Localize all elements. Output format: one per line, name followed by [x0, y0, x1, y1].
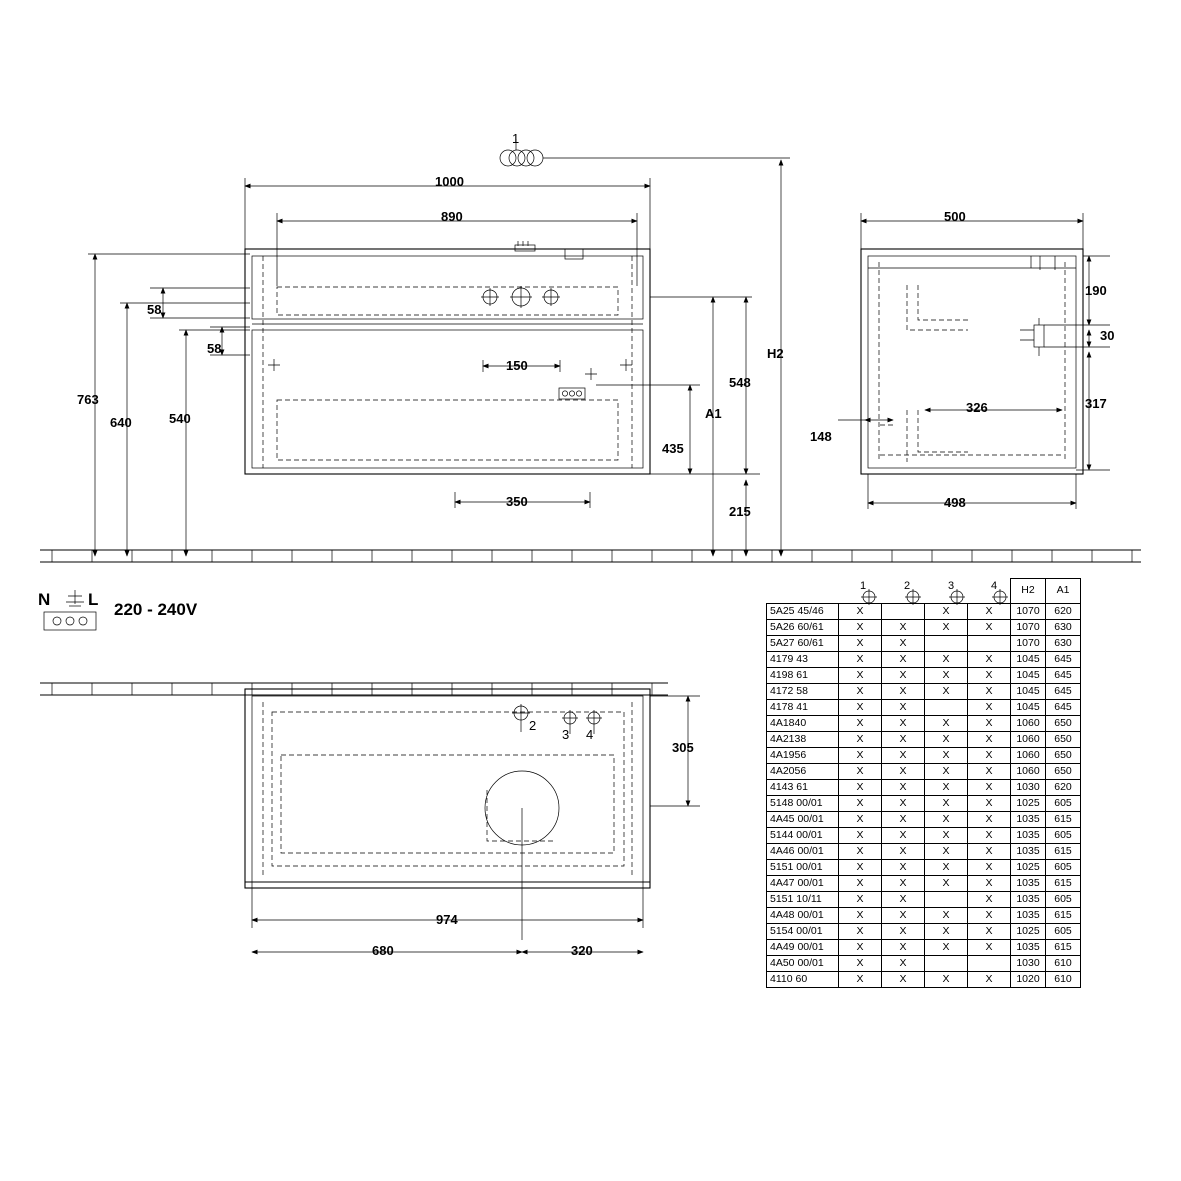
row-model-name: 5A27 60/61: [767, 635, 839, 651]
row-model-name: 4198 61: [767, 667, 839, 683]
row-col-1: X: [839, 651, 882, 667]
row-col-4: X: [968, 907, 1011, 923]
row-col-1: X: [839, 731, 882, 747]
table-row: [767, 843, 1081, 859]
row-col-4: X: [968, 891, 1011, 907]
row-model-name: 4179 43: [767, 651, 839, 667]
row-col-2: X: [882, 811, 925, 827]
table-body: [767, 603, 1081, 987]
row-col-3: X: [925, 843, 968, 859]
label-dim-215: 215: [729, 504, 751, 519]
label-callout-4: 4: [586, 727, 594, 742]
row-h2: 1030: [1011, 955, 1046, 971]
row-col-3: X: [925, 923, 968, 939]
row-a1: 615: [1046, 939, 1081, 955]
row-col-4: X: [968, 939, 1011, 955]
row-col-4: X: [968, 875, 1011, 891]
row-col-4: X: [968, 795, 1011, 811]
row-model-name: 4A50 00/01: [767, 955, 839, 971]
row-col-2: X: [882, 939, 925, 955]
dim-500: [861, 213, 1083, 249]
table-icon-index-2: 2: [904, 580, 911, 592]
row-col-1: X: [839, 955, 882, 971]
table-row: [767, 699, 1081, 715]
row-a1: 610: [1046, 971, 1081, 987]
row-col-2: X: [882, 891, 925, 907]
table-row: [767, 859, 1081, 875]
label-dim-58-b: 58: [207, 341, 222, 356]
row-col-2: X: [882, 763, 925, 779]
row-model-name: 5A26 60/61: [767, 619, 839, 635]
row-col-3: X: [925, 667, 968, 683]
table-row: [767, 907, 1081, 923]
label-dim-763: 763: [77, 392, 99, 407]
row-col-4: X: [968, 731, 1011, 747]
callout-1-symbol: [500, 139, 790, 166]
row-h2: 1045: [1011, 683, 1046, 699]
row-col-1: X: [839, 827, 882, 843]
table-row: [767, 667, 1081, 683]
row-col-3: [925, 955, 968, 971]
table-row: [767, 619, 1081, 635]
row-a1: 620: [1046, 603, 1081, 619]
row-a1: 645: [1046, 667, 1081, 683]
label-callout-2: 2: [529, 718, 537, 733]
table-row: [767, 923, 1081, 939]
row-col-3: X: [925, 651, 968, 667]
row-model-name: 4A46 00/01: [767, 843, 839, 859]
table-icon-index-4: 4: [991, 580, 998, 592]
row-col-2: X: [882, 779, 925, 795]
row-col-3: X: [925, 747, 968, 763]
label-dim-435: 435: [662, 441, 684, 456]
row-col-1: X: [839, 923, 882, 939]
row-h2: 1035: [1011, 907, 1046, 923]
row-model-name: 4A2056: [767, 763, 839, 779]
row-col-4: X: [968, 971, 1011, 987]
row-col-2: X: [882, 731, 925, 747]
row-col-3: X: [925, 683, 968, 699]
table-row: [767, 683, 1081, 699]
dim-763: [88, 254, 250, 556]
row-h2: 1035: [1011, 843, 1046, 859]
row-h2: 1070: [1011, 635, 1046, 651]
table-row: [767, 651, 1081, 667]
row-h2: 1035: [1011, 939, 1046, 955]
row-h2: 1070: [1011, 619, 1046, 635]
row-col-3: X: [925, 811, 968, 827]
row-h2: 1035: [1011, 875, 1046, 891]
row-a1: 645: [1046, 699, 1081, 715]
label-dim-548: 548: [729, 375, 751, 390]
row-model-name: 5151 00/01: [767, 859, 839, 875]
row-col-2: X: [882, 651, 925, 667]
row-model-name: 4110 60: [767, 971, 839, 987]
row-col-3: X: [925, 731, 968, 747]
label-callout-1: 1: [512, 131, 520, 146]
row-h2: 1025: [1011, 923, 1046, 939]
product-spec-table: [766, 578, 1081, 988]
label-dim-305: 305: [672, 740, 694, 755]
row-h2: 1025: [1011, 859, 1046, 875]
row-col-1: X: [839, 715, 882, 731]
row-a1: 650: [1046, 731, 1081, 747]
label-dim-30: 30: [1100, 328, 1115, 343]
row-h2: 1060: [1011, 763, 1046, 779]
row-h2: 1060: [1011, 715, 1046, 731]
row-col-4: X: [968, 859, 1011, 875]
table-row: [767, 635, 1081, 651]
row-col-4: X: [968, 811, 1011, 827]
row-col-2: X: [882, 683, 925, 699]
row-col-4: [968, 955, 1011, 971]
row-col-3: [925, 699, 968, 715]
label-live: L: [88, 590, 99, 609]
row-col-1: X: [839, 619, 882, 635]
table-icon-index-3: 3: [948, 580, 955, 592]
label-dim-320: 320: [571, 943, 593, 958]
row-col-2: X: [882, 699, 925, 715]
row-col-3: X: [925, 939, 968, 955]
row-col-3: X: [925, 795, 968, 811]
row-col-1: X: [839, 875, 882, 891]
row-col-2: X: [882, 875, 925, 891]
label-h2: H2: [767, 346, 784, 361]
row-h2: 1020: [1011, 971, 1046, 987]
row-col-2: [882, 603, 925, 619]
row-col-4: X: [968, 699, 1011, 715]
row-h2: 1045: [1011, 667, 1046, 683]
row-a1: 605: [1046, 891, 1081, 907]
row-col-2: X: [882, 859, 925, 875]
row-col-3: X: [925, 859, 968, 875]
row-col-3: X: [925, 763, 968, 779]
row-model-name: 4A1956: [767, 747, 839, 763]
front-connector-symbols: [268, 286, 632, 399]
label-dim-58-a: 58: [147, 302, 162, 317]
row-col-4: X: [968, 843, 1011, 859]
label-dim-317: 317: [1085, 396, 1107, 411]
row-a1: 645: [1046, 683, 1081, 699]
label-neutral: N: [38, 590, 51, 609]
row-h2: 1070: [1011, 603, 1046, 619]
row-model-name: 4178 41: [767, 699, 839, 715]
col-header-a1: A1: [1046, 579, 1081, 604]
row-col-4: X: [968, 779, 1011, 795]
label-dim-190: 190: [1085, 283, 1107, 298]
row-a1: 605: [1046, 923, 1081, 939]
row-h2: 1035: [1011, 827, 1046, 843]
row-col-4: X: [968, 715, 1011, 731]
row-a1: 610: [1046, 955, 1081, 971]
row-col-3: X: [925, 907, 968, 923]
row-a1: 605: [1046, 827, 1081, 843]
label-dim-326: 326: [966, 400, 988, 415]
row-col-2: X: [882, 971, 925, 987]
row-col-2: X: [882, 747, 925, 763]
row-a1: 615: [1046, 843, 1081, 859]
row-h2: 1035: [1011, 891, 1046, 907]
table-row: [767, 747, 1081, 763]
row-a1: 605: [1046, 859, 1081, 875]
row-col-1: X: [839, 699, 882, 715]
row-col-3: X: [925, 779, 968, 795]
label-dim-500: 500: [944, 209, 966, 224]
row-model-name: 5144 00/01: [767, 827, 839, 843]
table-row: [767, 811, 1081, 827]
label-a1: A1: [705, 406, 722, 421]
row-a1: 605: [1046, 795, 1081, 811]
row-model-name: 4143 61: [767, 779, 839, 795]
label-dim-150: 150: [506, 358, 528, 373]
row-col-1: X: [839, 603, 882, 619]
row-model-name: 5148 00/01: [767, 795, 839, 811]
row-col-3: X: [925, 715, 968, 731]
row-col-4: X: [968, 651, 1011, 667]
row-h2: 1025: [1011, 795, 1046, 811]
table-row: [767, 955, 1081, 971]
row-col-1: X: [839, 907, 882, 923]
row-a1: 630: [1046, 619, 1081, 635]
row-model-name: 4A49 00/01: [767, 939, 839, 955]
dim-317: [1076, 352, 1110, 470]
row-col-1: X: [839, 971, 882, 987]
row-col-4: X: [968, 619, 1011, 635]
row-col-1: X: [839, 795, 882, 811]
row-col-1: X: [839, 891, 882, 907]
row-col-4: X: [968, 747, 1011, 763]
row-col-1: X: [839, 779, 882, 795]
row-col-2: X: [882, 955, 925, 971]
row-a1: 645: [1046, 651, 1081, 667]
row-col-2: X: [882, 907, 925, 923]
row-col-1: X: [839, 859, 882, 875]
row-col-1: X: [839, 667, 882, 683]
row-h2: 1060: [1011, 731, 1046, 747]
row-col-3: X: [925, 971, 968, 987]
table-row: [767, 891, 1081, 907]
label-callout-3: 3: [562, 727, 570, 742]
row-a1: 650: [1046, 747, 1081, 763]
label-dim-350: 350: [506, 494, 528, 509]
row-col-2: X: [882, 715, 925, 731]
row-col-4: X: [968, 923, 1011, 939]
table-row: [767, 731, 1081, 747]
row-a1: 650: [1046, 715, 1081, 731]
row-col-4: [968, 635, 1011, 651]
dim-498: [868, 474, 1076, 509]
label-dim-890: 890: [441, 209, 463, 224]
table-header-row: [767, 579, 1081, 604]
row-a1: 615: [1046, 907, 1081, 923]
row-h2: 1060: [1011, 747, 1046, 763]
row-col-1: X: [839, 939, 882, 955]
floor-line-top: [40, 550, 1141, 562]
label-dim-148: 148: [810, 429, 832, 444]
label-voltage: 220 - 240V: [114, 600, 198, 619]
label-dim-974: 974: [436, 912, 458, 927]
row-col-1: X: [839, 635, 882, 651]
row-col-2: X: [882, 843, 925, 859]
table-icon-index-1: 1: [860, 580, 867, 592]
row-h2: 1045: [1011, 651, 1046, 667]
row-h2: 1030: [1011, 779, 1046, 795]
row-col-3: X: [925, 827, 968, 843]
row-col-1: X: [839, 683, 882, 699]
label-dim-498: 498: [944, 495, 966, 510]
row-model-name: 4A45 00/01: [767, 811, 839, 827]
row-col-4: X: [968, 683, 1011, 699]
row-col-3: X: [925, 619, 968, 635]
row-col-4: X: [968, 763, 1011, 779]
row-a1: 630: [1046, 635, 1081, 651]
row-col-2: X: [882, 795, 925, 811]
table-row: [767, 939, 1081, 955]
label-dim-1000: 1000: [435, 174, 464, 189]
table-row: [767, 875, 1081, 891]
dim-640: [120, 303, 250, 556]
row-model-name: 4A47 00/01: [767, 875, 839, 891]
table-row: [767, 779, 1081, 795]
row-model-name: 4172 58: [767, 683, 839, 699]
row-col-3: X: [925, 875, 968, 891]
row-a1: 620: [1046, 779, 1081, 795]
row-a1: 615: [1046, 811, 1081, 827]
row-col-2: X: [882, 619, 925, 635]
table-row: [767, 715, 1081, 731]
row-col-4: X: [968, 827, 1011, 843]
row-model-name: 5154 00/01: [767, 923, 839, 939]
row-h2: 1045: [1011, 699, 1046, 715]
label-dim-680: 680: [372, 943, 394, 958]
row-col-1: X: [839, 843, 882, 859]
row-col-2: X: [882, 923, 925, 939]
row-model-name: 5A25 45/46: [767, 603, 839, 619]
row-model-name: 4A1840: [767, 715, 839, 731]
label-dim-540: 540: [169, 411, 191, 426]
row-a1: 650: [1046, 763, 1081, 779]
dim-540: [179, 330, 250, 556]
label-dim-640: 640: [110, 415, 132, 430]
row-col-2: X: [882, 667, 925, 683]
table-row: [767, 763, 1081, 779]
row-col-2: X: [882, 827, 925, 843]
front-view-cabinet: [245, 241, 650, 474]
table-row: [767, 827, 1081, 843]
col-header-h2: H2: [1011, 579, 1046, 604]
row-col-3: X: [925, 603, 968, 619]
row-col-3: [925, 635, 968, 651]
row-col-1: X: [839, 811, 882, 827]
row-a1: 615: [1046, 875, 1081, 891]
row-col-1: X: [839, 747, 882, 763]
dim-435: [596, 385, 760, 474]
table-row: [767, 603, 1081, 619]
row-model-name: 4A2138: [767, 731, 839, 747]
table-row: [767, 795, 1081, 811]
row-h2: 1035: [1011, 811, 1046, 827]
side-view-cabinet: [861, 249, 1083, 474]
table-row: [767, 971, 1081, 987]
row-col-4: X: [968, 667, 1011, 683]
row-model-name: 5151 10/11: [767, 891, 839, 907]
row-col-1: X: [839, 763, 882, 779]
row-col-2: X: [882, 635, 925, 651]
row-model-name: 4A48 00/01: [767, 907, 839, 923]
row-col-4: X: [968, 603, 1011, 619]
row-col-3: [925, 891, 968, 907]
